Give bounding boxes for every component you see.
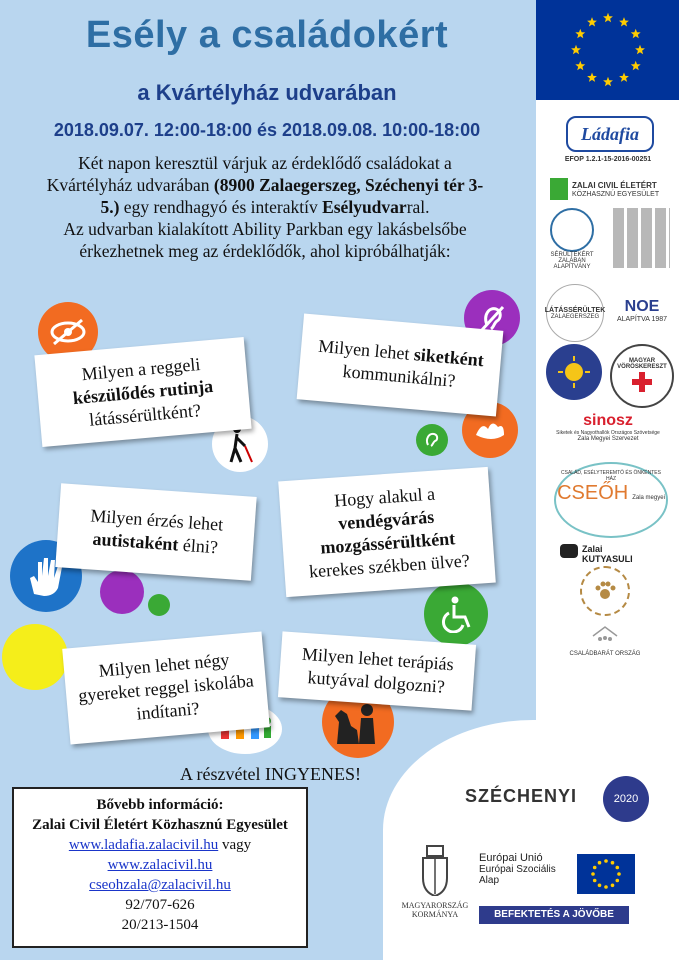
page-subtitle: a Kvártélyház udvarában: [137, 80, 397, 105]
eu-star-icon: [603, 13, 613, 22]
info-heading: Bővebb információ:: [96, 797, 224, 813]
zalai-civil-text-2: KÖZHASZNÚ EGYESÜLET: [572, 191, 660, 198]
green-circle-1: [148, 594, 170, 616]
cseoh-logo: [554, 462, 668, 538]
partner-logos-column: [536, 100, 679, 730]
noe-text-2: ALAPÍTVA 1987: [616, 316, 668, 323]
noe-logo: [612, 284, 672, 340]
serultekert-emblem-icon: [550, 208, 594, 252]
eu-star-icon: [575, 61, 585, 70]
cseoh-text-2: Zala megyei: [632, 495, 665, 501]
card-bold: készülődés rutinja: [72, 375, 214, 408]
green-wheelchair-circle: [424, 582, 488, 646]
cseoh-text-3: CSALÁD, ESÉLYTEREMTŐ ÉS ÖNKÉNTES HÁZ: [561, 470, 661, 482]
noe-text: NOE: [624, 298, 660, 315]
ladafia-logo: [566, 116, 654, 152]
eu-star-icon: [587, 73, 597, 82]
family-house-icon: [590, 624, 620, 646]
question-card-blind: [34, 337, 251, 447]
szechenyi-text: SZÉCHENYI: [465, 786, 578, 806]
info-link-row: [14, 835, 306, 855]
yellow-circle-2: [2, 624, 68, 690]
eu-star-icon: [575, 29, 585, 38]
sign-language-icon: [472, 415, 508, 445]
event-dates: 2018.09.07. 12:00-18:00 és 2018.09.08. 10:00-18:00: [53, 120, 481, 140]
accessibility-symbols-logo: [610, 208, 670, 268]
paw-logo: [580, 566, 630, 616]
latasserultek-text: LÁTÁSSÉRÜLTEK: [544, 306, 606, 314]
cseoh-text: CSEŐH: [557, 482, 629, 504]
szechenyi-pin-icon: 2020: [603, 776, 649, 822]
card-bold: vendégvárás mozgássérültként: [319, 506, 456, 558]
free-participation-text: A részvétel INGYENES!: [180, 764, 361, 784]
question-card-four-kids: [62, 631, 270, 744]
question-card-autism: [55, 483, 256, 580]
dog-icon: [560, 544, 578, 558]
kutyasuli-text: Zalai KUTYASULI: [582, 544, 633, 564]
eu-small-star-icon: [598, 861, 602, 865]
kormany-text-2: KORMÁNYA: [411, 910, 459, 919]
card-text: látássérültként?: [88, 399, 202, 430]
card-text: Milyen lehet terápiás kutyával dolgozni?: [301, 643, 455, 697]
intro-part: Két napon keresztül várjuk az érdeklődő családokat a Kvártélyház udvarában: [46, 153, 452, 195]
card-text: kommunikálni?: [341, 361, 457, 391]
eu-star-icon: [603, 77, 613, 86]
eu-small-star-icon: [611, 861, 615, 865]
csaladbarat-text: CSALÁDBARÁT ORSZÁG: [569, 651, 641, 657]
email-link[interactable]: cseohzala@zalacivil.hu: [89, 877, 231, 893]
sinosz-text: sinosz: [583, 412, 633, 429]
eu-small-star-icon: [593, 879, 597, 883]
red-cross-logo: [610, 344, 674, 408]
ladafia-link[interactable]: www.ladafia.zalacivil.hu: [68, 837, 219, 853]
card-text: kerekes székben ülve?: [308, 550, 471, 582]
card-text: Milyen a reggeli: [80, 353, 202, 384]
info-box: [12, 787, 308, 948]
card-bold: siketként: [413, 344, 485, 371]
eu-star-icon: [587, 17, 597, 26]
eu-fund-logo: [479, 852, 673, 912]
eu-text-2: Európai Szociális: [479, 864, 556, 875]
wheelchair-icon: [437, 595, 475, 633]
link-suffix: vagy: [218, 837, 252, 853]
eu-small-star-icon: [593, 866, 597, 870]
eu-star-icon: [619, 73, 629, 82]
blind-eye-icon: [48, 312, 88, 352]
eu-small-star-icon: [611, 884, 615, 888]
green-small-circle: [416, 424, 448, 456]
serultekert-text: SÉRÜLTEKÉRT ZALÁBAN ALAPÍTVÁNY: [550, 252, 594, 270]
purple-circle-1: [100, 570, 144, 614]
intro-ability-park: Az udvarban kialakított Ability Parkban egy lakásbelsőbe érkezhetnek meg az érdeklődők, ahol kipróbálhatják:: [63, 219, 467, 261]
eu-small-star-icon: [598, 884, 602, 888]
eu-star-icon: [635, 45, 645, 54]
card-text: élni?: [177, 534, 219, 558]
info-phone-1: 92/707-626: [125, 897, 195, 913]
sinosz-text-3: Zala Megyei Szervezet: [577, 436, 639, 442]
serultekert-logo: [542, 208, 602, 272]
question-card-wheelchair: [278, 467, 496, 597]
eu-stars-icon: [536, 0, 679, 100]
zalai-civil-logo: [546, 178, 674, 204]
info-org: Zalai Civil Életért Közhasznú Egyesület: [32, 817, 288, 833]
question-card-deaf: [297, 313, 504, 416]
eu-small-star-icon: [616, 879, 620, 883]
eu-star-icon: [631, 29, 641, 38]
red-cross-icon: [630, 370, 654, 394]
red-cross-text: MAGYAR VÖRÖSKERESZT: [617, 358, 667, 370]
eu-small-star-icon: [591, 872, 595, 876]
eu-star-icon: [571, 45, 581, 54]
paw-icon: [593, 579, 617, 603]
question-card-therapy-dog: [278, 631, 476, 710]
intro-eselyudvar: Esélyudvar: [322, 197, 407, 217]
eu-small-star-icon: [616, 866, 620, 870]
intro-part: egy rendhagyó és interaktív: [119, 197, 323, 217]
zalai-civil-mark-icon: [550, 178, 568, 200]
intro-part: ral.: [406, 197, 430, 217]
kormany-text-1: MAGYARORSZÁG: [401, 901, 469, 910]
eu-text-1: Európai Unió: [479, 852, 543, 864]
zalai-civil-text: ZALAI CIVIL ÉLETÉRT: [572, 181, 657, 190]
latasserultek-text-2: ZALAEGERSZEG: [550, 313, 600, 320]
card-text: Milyen lehet: [317, 335, 415, 365]
sinosz-logo: [546, 412, 670, 458]
sinosz-text-2: Siketek és Nagyothallók Országos Szövetsége: [556, 430, 660, 436]
hearing-loop-icon: [422, 430, 442, 450]
eu-star-icon: [631, 61, 641, 70]
page-title: Esély a családokért: [85, 14, 449, 56]
card-bold: autistaként: [91, 528, 180, 555]
info-phone-2: 20/213-1504: [121, 917, 199, 933]
csaladbarat-logo: [560, 624, 650, 664]
ladafia-logo-text: Ládafia: [581, 124, 639, 144]
card-text: Milyen érzés lehet: [89, 505, 224, 535]
eu-small-star-icon: [604, 859, 608, 863]
szechenyi-logo: [465, 776, 665, 826]
kutyasuli-logo: [560, 540, 650, 562]
eu-small-flag-icon: [577, 854, 635, 894]
eu-small-star-icon: [604, 885, 608, 889]
info-email-row: [14, 875, 306, 895]
sun-foundation-logo: [546, 344, 602, 400]
eu-flag: [536, 0, 679, 100]
funding-panel: [383, 720, 679, 960]
hungary-government-logo: [395, 844, 475, 954]
intro-text: [40, 152, 490, 262]
info-link-row-2: [14, 855, 306, 875]
hungarian-coat-of-arms-icon: [417, 844, 453, 896]
efop-code: EFOP 1.2.1-15-2016-00251: [564, 156, 652, 163]
sun-icon: [557, 355, 591, 389]
therapy-dog-icon: [333, 700, 383, 744]
eu-small-star-icon: [617, 872, 621, 876]
eu-star-icon: [619, 17, 629, 26]
eu-text-3: Alap: [479, 875, 500, 886]
zalacivil-link[interactable]: www.zalacivil.hu: [107, 857, 213, 873]
card-text: Milyen lehet négy gyereket reggel iskolába indítani?: [77, 648, 255, 724]
intro-address: (8900 Zalaegerszeg, Széchenyi tér 3-5.): [100, 175, 484, 217]
latasserultek-logo: [546, 284, 604, 342]
befektetes-banner: BEFEKTETÉS A JÖVŐBE: [479, 906, 629, 924]
card-text: Hogy alakul a: [333, 483, 436, 511]
